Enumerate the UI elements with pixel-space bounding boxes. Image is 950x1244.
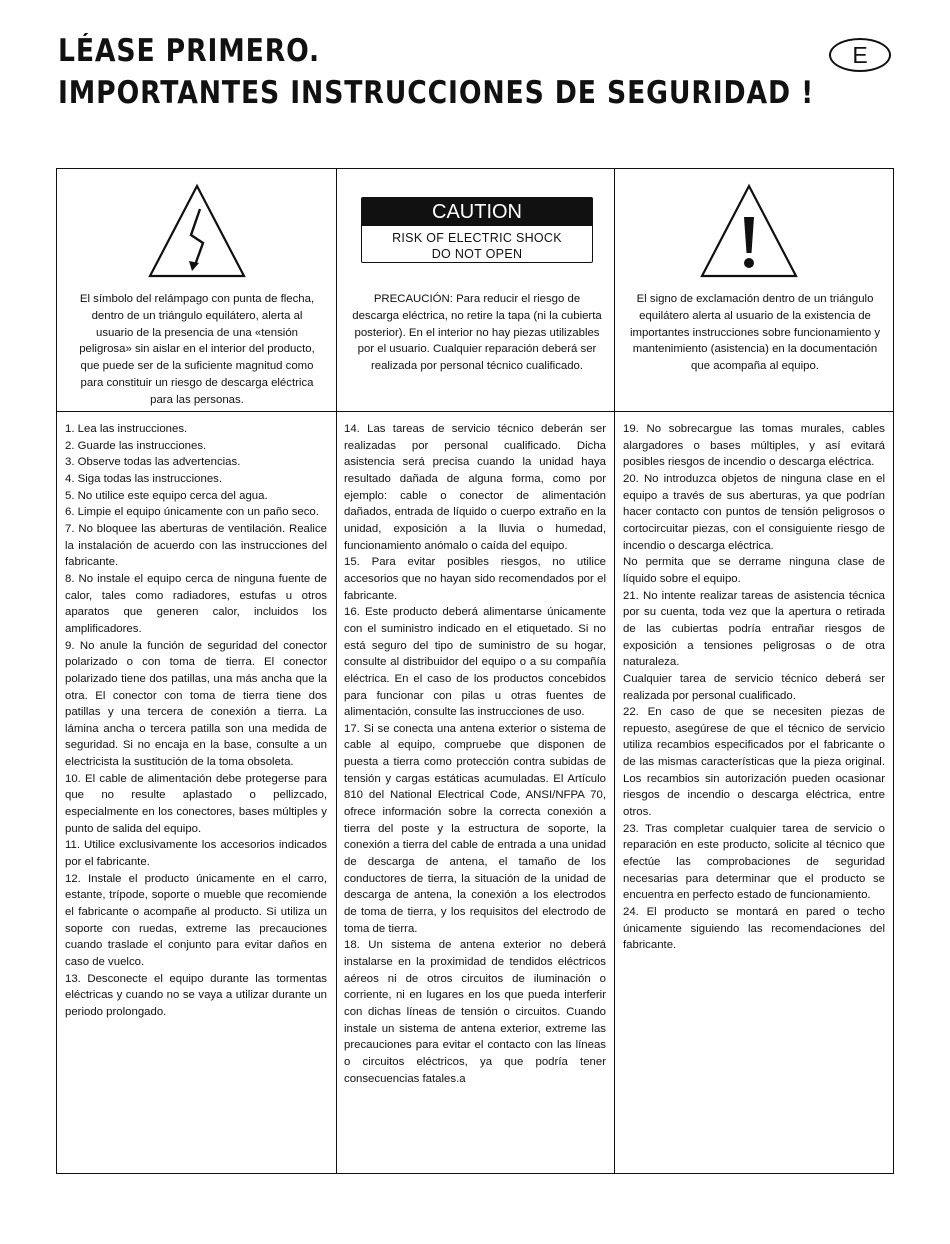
exclamation-warning-icon	[699, 183, 799, 279]
title-line-1: LÉASE PRIMERO.	[58, 33, 321, 69]
instruction-item: 5. No utilice este equipo cerca del agua.	[65, 489, 268, 502]
instruction-item: 11. Utilice exclusivamente los accesorios indicados por el fabricante.	[65, 839, 327, 869]
instruction-item: 23. Tras completar cualquier tarea de servicio o reparación en este producto, solicite al técnico que efectúe las comprobaciones de seguridad necesarias para determinar que el producto se encuentra en perfecto estado de funcionamiento.	[623, 822, 885, 902]
instruction-item: 13. Desconecte el equipo durante las tormentas eléctricas y cuando no se vaya a utilizar durante un periodo prolongado.	[65, 972, 327, 1018]
instructions-column-1	[65, 421, 327, 1021]
instructions-column-3	[623, 421, 885, 954]
instruction-item: 16. Este producto deberá alimentarse únicamente con el suministro indicado en el etiquetado. Si no está seguro del tipo de suministro de su hogar, consulte al distribuidor del equipo o a su compañía eléctrica. En el caso de los productos concebidos para funcionar con pilas u otras fuentes de alimentación, consulte las instrucciones de uso.	[344, 606, 606, 719]
instruction-item: 20. No introduzca objetos de ninguna clase en el equipo a través de sus aberturas, ya que podrían hacer contacto con puntos de tensión peligrosos o cortocircuitar piezas, con el consiguiente riesgo de incendio o descarga eléctrica.	[623, 472, 885, 552]
caution-line-2: DO NOT OPEN	[431, 247, 523, 261]
caution-label	[361, 197, 593, 263]
column-divider-1	[336, 169, 337, 1173]
page-title	[58, 30, 814, 114]
instruction-item: 12. Instale el producto únicamente en el carro, estante, trípode, soporte o mueble que recomiende el fabricante o acompañe al producto. Si utiliza un soporte con ruedas, extreme las precauciones cuando traslade el conjunto para evitar daños en caso de vuelco.	[65, 872, 327, 968]
caution-description: PRECAUCIÓN: Para reducir el riesgo de descarga eléctrica, no retire la tapa (ni la cubierta posterior). En el interior no hay piezas utilizables por el usuario. Cualquier reparación deberá ser realizada por personal técnico cualificado.	[352, 293, 602, 373]
column-divider-2	[614, 169, 615, 1173]
instruction-item: 3. Observe todas las advertencias.	[65, 456, 241, 469]
lightning-symbol-description: El símbolo del relámpago con punta de flecha, dentro de un triángulo equilátero, alerta al usuario de la presencia de una «tensión peligrosa» sin aislar en el interior del producto, que puede ser de la suficiente magnitud como para constituir un riesgo de descarga eléctrica para las personas.	[79, 293, 315, 406]
instruction-item: 7. No bloquee las aberturas de ventilación. Realice la instalación de acuerdo con las instrucciones del fabricante.	[65, 522, 327, 569]
caution-title: CAUTION	[362, 198, 592, 226]
language-badge: E	[829, 38, 891, 72]
instruction-item: 9. No anule la función de seguridad del conector polarizado o con toma de tierra. El conector polarizado tiene dos patillas, una más ancha que la otra. El conector con toma de tierra tiene dos patillas y una tercera de conexión a tierra. La lámina ancha o tercera patilla son una medida de seguridad. Si no encaja en la base, consulte a un electricista la sustitución de la toma obsoleta.	[65, 639, 327, 769]
instruction-item: 24. El producto se montará en pared o techo únicamente siguiendo las recomendaciones del fabricante.	[623, 906, 885, 952]
row-divider	[57, 411, 893, 412]
instruction-item: 17. Si se conecta una antena exterior o sistema de cable al equipo, compruebe que disponen de puesta a tierra como protección contra subidas de tensión y cargas estáticas acumuladas. El Artículo 810 del National Electrical Code, ANSI/NFPA 70, ofrece información sobre la correcta conexión a tierra del poste y la estructura de soporte, la conexión a tierra del cable de entrada a una unidad de descarga de antena, el tamaño de los conductores de tierra, la situación de la unidad de descarga de antena, la conexión a los electrodos de toma de tierra, y los requisitos del electrodo de toma de tierra.	[344, 722, 606, 935]
instruction-item: 19. No sobrecargue las tomas murales, cables alargadores o bases múltiples, y así evitará posibles riesgos de incendio o descarga eléctrica.	[623, 423, 885, 469]
instructions-column-2	[344, 421, 606, 1087]
instruction-item: Cualquier tarea de servicio técnico deberá ser realizada por personal cualificado.	[623, 672, 885, 702]
safety-table	[56, 168, 894, 1174]
instruction-item: 2. Guarde las instrucciones.	[65, 439, 207, 452]
instruction-item: No permita que se derrame ninguna clase de líquido sobre el equipo.	[623, 556, 885, 585]
instruction-item: 18. Un sistema de antena exterior no deberá instalarse en la proximidad de tendidos eléctricos aéreos ni de otros circuitos de iluminación o corriente, ni en lugares en los que pueda interferir con dichas líneas de tensión o circuitos. Cuando instale un sistema de antena exterior, extreme las precauciones para evitar el contacto con las líneas o circuitos eléctricos, ya que podría tener consecuencias fatales.a	[344, 939, 606, 1085]
instruction-item: 22. En caso de que se necesiten piezas de repuesto, asegúrese de que el técnico de servicio utiliza recambios especificados por el fabricante o de las mismas características que la pieza original. Los recambios sin autorización pueden ocasionar riesgos de incendio o descarga eléctrica, entre otros.	[623, 706, 885, 819]
instruction-item: 8. No instale el equipo cerca de ninguna fuente de calor, tales como radiadores, estufas u otros aparatos que generen calor, incluidos los amplificadores.	[65, 572, 327, 635]
instruction-item: 4. Siga todas las instrucciones.	[65, 472, 223, 485]
instruction-item: 10. El cable de alimentación debe protegerse para que no resulte aplastado o pellizcado, especialmente en los conectores, bases múltiples y punto de salida del equipo.	[65, 772, 327, 835]
instruction-item: 15. Para evitar posibles riesgos, no utilice accesorios que no hayan sido recomendados por el fabricante.	[344, 556, 606, 602]
instruction-item: 21. No intente realizar tareas de asistencia técnica por su cuenta, toda vez que la apertura o retirada de las cubiertas podría entrañar riesgos de exposición a tensiones peligrosas o de otra naturaleza.	[623, 589, 885, 669]
instruction-item: 14. Las tareas de servicio técnico deberán ser realizadas por personal cualificado. Dicha asistencia será precisa cuando la unidad haya resultado dañada de alguna forma, como por ejemplo: cable o conector de alimentación dañados, entrada de líquido o cuerpo extraño en la unidad, exposición a la lluvia o humedad, funcionamiento anómalo o caída del equipo.	[344, 423, 606, 552]
instruction-item: 1. Lea las instrucciones.	[65, 423, 188, 435]
lightning-warning-icon	[147, 183, 247, 279]
exclamation-symbol-description: El signo de exclamación dentro de un triángulo equilátero alerta al usuario de la existencia de importantes instrucciones sobre funcionamiento y mantenimiento (asistencia) en la documentación que acompaña al equipo.	[629, 293, 881, 373]
title-line-2: IMPORTANTES INSTRUCCIONES DE SEGURIDAD !	[58, 75, 815, 111]
caution-line-1: RISK OF ELECTRIC SHOCK	[392, 231, 562, 245]
instruction-item: 6. Limpie el equipo únicamente con un paño seco.	[65, 506, 319, 519]
